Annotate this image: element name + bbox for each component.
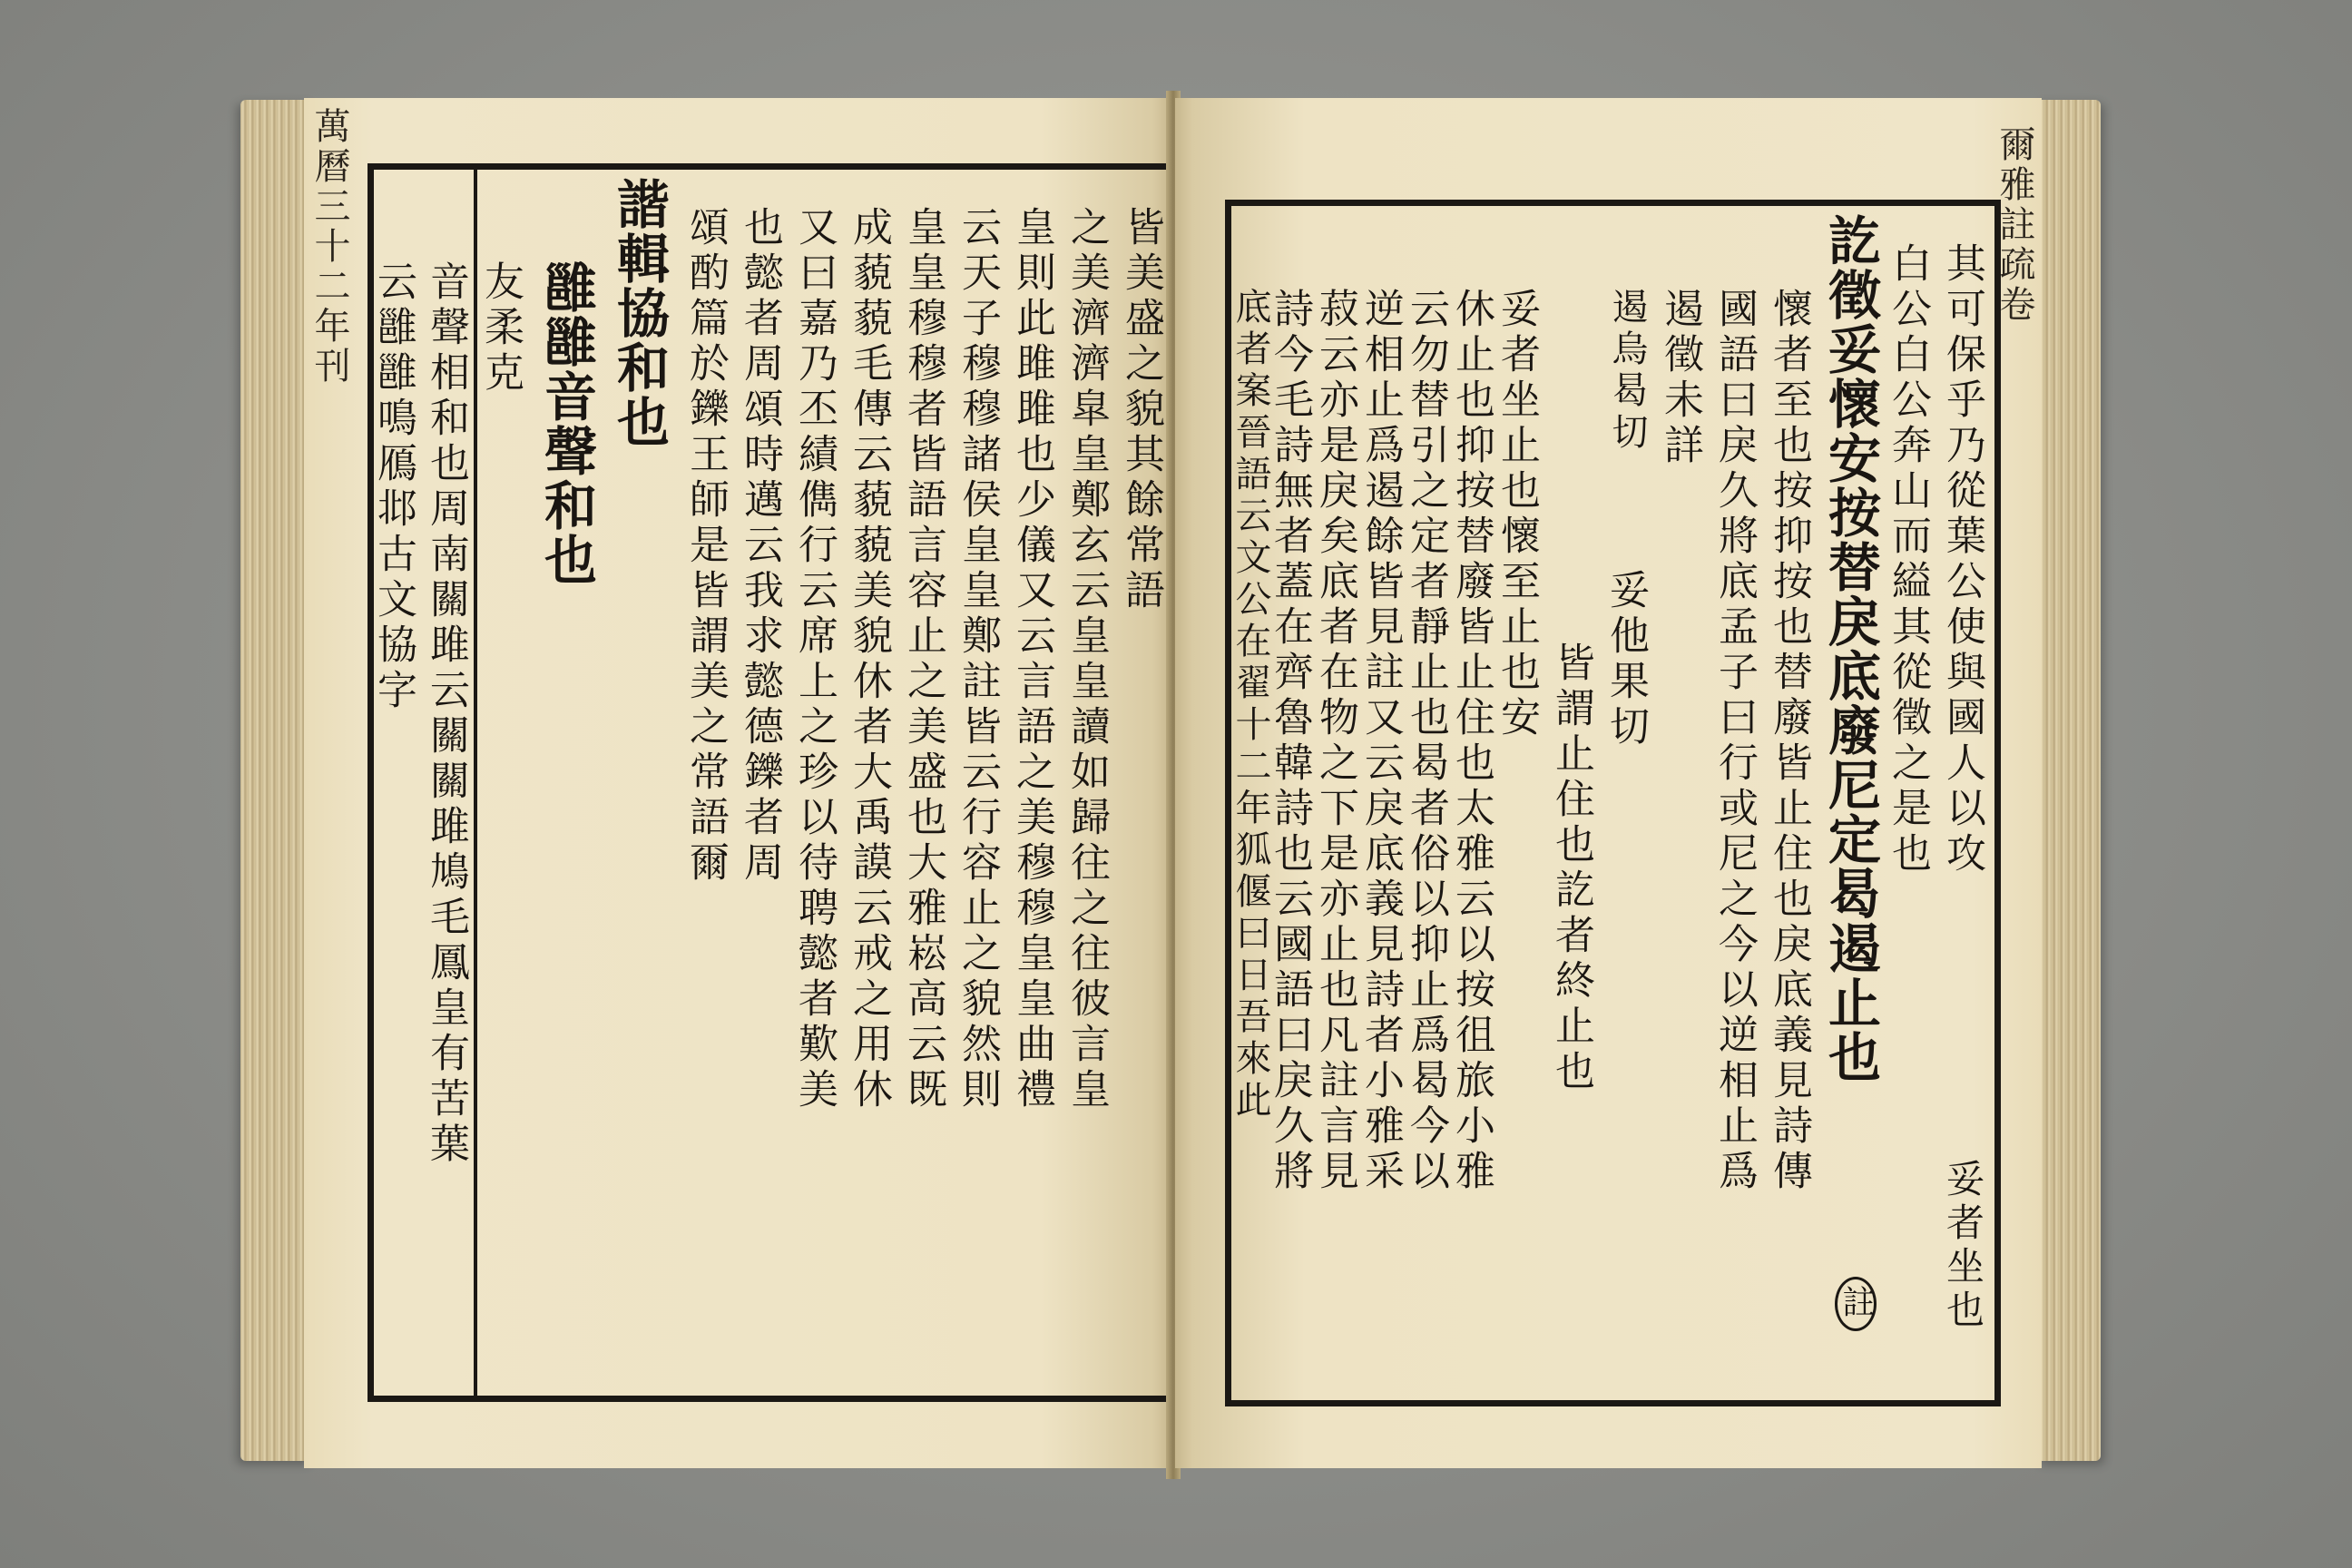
left-heading-2: 雝雝音聲和也	[535, 260, 597, 587]
right-margin-title: 爾雅註疏卷	[1994, 125, 2035, 325]
right-col-15: 詩今毛詩無者蓋在齊魯韓詩也云國語曰戾久將	[1267, 288, 1313, 1195]
right-col-9: 皆謂止住也訖者終止也	[1548, 642, 1594, 1095]
right-page	[1175, 98, 2042, 1468]
left-col-9: 頌酌篇於鑠王師是皆謂美之常語爾	[682, 206, 729, 887]
left-col-8: 也懿者周頌時邁云我求懿德鑠者周	[737, 206, 783, 887]
left-col-6: 成藐藐毛傳云藐藐美貌休者大禹謨云戒之用休	[846, 206, 892, 1113]
right-col-4: 懷者至也按抑按也替廢皆止住也戾底義見詩傳	[1766, 288, 1812, 1195]
left-page-frame	[368, 163, 1180, 1402]
right-col-12: 云勿替引之定者靜止也曷者俗以抑止爲曷今以	[1403, 288, 1449, 1195]
left-col-13: 音聲相和也周南關雎云關關雎鳩毛鳳皇有苦葉	[423, 260, 469, 1168]
right-note-mark: 註	[1835, 1277, 1877, 1331]
right-col-16: 底者案晉語云文公在翟十二年狐偃曰日吾來此	[1230, 288, 1271, 1122]
right-col-8: 遏烏曷切	[1606, 288, 1648, 455]
left-page-edges	[240, 100, 313, 1461]
left-col-12: 友柔克	[477, 260, 524, 397]
right-col-10: 妥者坐止也懷至止也安	[1494, 288, 1540, 741]
left-col-1: 皆美盛之貌其餘常語	[1118, 206, 1164, 614]
left-col-3: 皇則此雎雎也少儀又云言語之美穆穆皇皇曲禮	[1009, 206, 1055, 1113]
right-page-frame	[1225, 200, 2001, 1406]
left-col-4: 云天子穆穆諸侯皇皇鄭註皆云行容止之貌然則	[955, 206, 1001, 1113]
left-col-5: 皇皇穆穆者皆語言容止之美盛也大雅崧高云既	[900, 206, 946, 1113]
right-col-14: 菽云亦是戾矣底者在物之下是亦止也凡註言見	[1312, 288, 1358, 1195]
right-col-7: 妥他果切	[1602, 569, 1649, 750]
right-page-edges	[2037, 100, 2101, 1461]
left-col-2: 之美濟濟皐皇鄭玄云皇皇讀如歸往之往彼言皇	[1063, 206, 1110, 1113]
left-margin-title: 萬曆三十二年刊	[309, 107, 350, 387]
right-col-13: 逆相止爲遏餘皆見註又云戾底義見詩者小雅采	[1357, 288, 1404, 1195]
right-col-6: 遏徵未詳	[1657, 288, 1703, 469]
open-book	[240, 91, 2101, 1470]
right-heading: 訖徵妥懷安按替戾底廢尼定曷遏止也	[1819, 213, 1881, 1084]
right-col-2: 白公白公奔山而縊其從徵之是也	[1885, 242, 1931, 877]
right-note-text: 妥者坐也	[1941, 1159, 1985, 1333]
left-col-14: 云雝雝鳴鴈邶古文協字	[370, 260, 416, 714]
left-heading-1: 諧輯協和也	[608, 177, 670, 449]
left-page	[304, 98, 1171, 1468]
right-col-11: 休止也抑按替廢皆止住也太雅云以按徂旅小雅	[1448, 288, 1494, 1195]
right-col-5: 國語曰戾久將底孟子曰行或尼之今以逆相止爲	[1711, 288, 1758, 1195]
left-col-7: 又曰嘉乃丕績儁行云席上之珍以待聘懿者歎美	[791, 206, 838, 1113]
right-col-1: 其可保乎乃從葉公使與國人以攻	[1939, 242, 1985, 877]
